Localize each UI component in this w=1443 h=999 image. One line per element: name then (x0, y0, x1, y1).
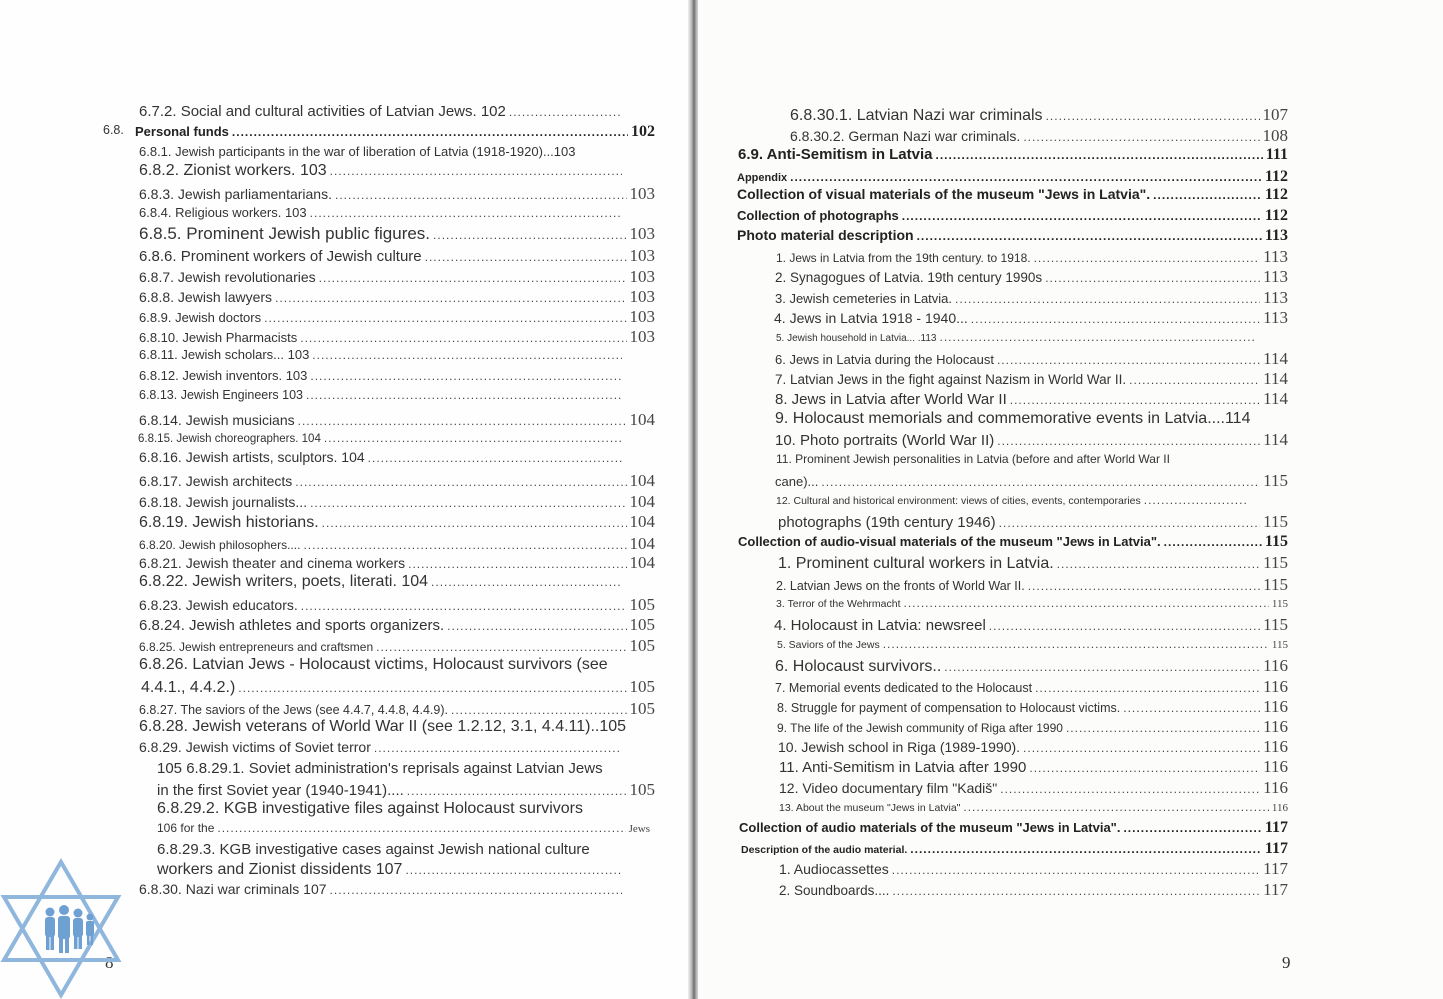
toc-page-number: 116 (1263, 717, 1288, 736)
toc-page-number: 103 (629, 246, 655, 265)
toc-leader-dots (374, 741, 622, 755)
toc-page-number: 114 (1263, 389, 1288, 408)
toc-leader-dots (310, 496, 626, 510)
right-toc-entry[interactable] (778, 737, 1288, 757)
right-toc-entry[interactable] (778, 512, 1288, 532)
left-toc-entry[interactable] (157, 760, 635, 777)
toc-leader-dots (1035, 681, 1260, 695)
left-toc-entry[interactable] (139, 699, 655, 719)
toc-entry-title: 6.8.29.2. KGB investigative files against Holocaust survivors (157, 800, 583, 817)
toc-entry-title: 6.8.7. Jewish revolutionaries (139, 269, 316, 285)
toc-entry-title: 6.8.6. Prominent workers of Jewish culture (139, 248, 422, 265)
right-toc-entry[interactable] (777, 637, 1288, 651)
toc-leader-dots (376, 640, 626, 654)
toc-page-number: 116 (1263, 757, 1288, 776)
toc-leader-dots (1000, 782, 1260, 796)
toc-leader-dots (1129, 373, 1260, 387)
right-toc-entry[interactable] (738, 533, 1288, 551)
toc-leader-dots (1046, 109, 1260, 123)
toc-entry-title: 6.7.2. Social and cultural activities of Latvian Jews. 102 (139, 103, 506, 120)
toc-page-number: 105 (629, 636, 655, 655)
toc-entry-title: 6.8.5. Prominent Jewish public figures. (139, 224, 431, 243)
toc-page-number: 104 (629, 553, 655, 572)
left-toc-entry[interactable] (139, 327, 655, 347)
right-toc-entry[interactable] (775, 471, 1288, 491)
left-toc-entry[interactable] (139, 144, 655, 159)
toc-leader-dots (1010, 393, 1260, 407)
right-toc-entry[interactable] (741, 840, 1288, 858)
left-toc-entry[interactable] (139, 739, 625, 755)
toc-page-number: 105 (629, 595, 655, 614)
toc-entry-title: Collection of photographs (737, 208, 899, 223)
toc-entry-title: 10. Photo portraits (World War II) (775, 432, 995, 449)
left-page-number: 8 (105, 953, 114, 972)
toc-leader-dots (944, 660, 1260, 674)
toc-page-number: 116 (1271, 802, 1288, 814)
toc-page-number: 115 (1263, 615, 1288, 634)
right-toc-entry[interactable] (779, 859, 1288, 879)
left-toc-entry[interactable] (139, 615, 655, 635)
toc-entry-title: 6.8.23. Jewish educators. (139, 597, 298, 613)
toc-leader-dots (1123, 701, 1260, 715)
toc-page-number: 104 (629, 471, 655, 490)
right-toc-entry[interactable] (775, 677, 1288, 697)
toc-leader-dots (408, 557, 626, 571)
left-toc-entry[interactable] (139, 512, 655, 532)
right-toc-entry[interactable] (738, 146, 1288, 164)
toc-leader-dots (790, 170, 1262, 184)
toc-page-number: Jews (628, 823, 650, 835)
toc-page-number: 115 (1271, 639, 1288, 651)
toc-leader-dots (264, 311, 626, 325)
left-toc-entry[interactable] (139, 449, 625, 465)
toc-leader-dots (447, 619, 626, 633)
left-toc-entry[interactable] (139, 410, 655, 430)
toc-page-number: 105 (629, 699, 655, 718)
toc-entry-title: 6.8.15. Jewish choreographers. 104 (138, 433, 321, 445)
left-toc-entry[interactable] (139, 287, 655, 307)
toc-entry-title: 11. Prominent Jewish personalities in Latvia (before and after World War II (776, 452, 1170, 466)
left-toc-entry[interactable] (157, 780, 655, 800)
toc-leader-dots (301, 599, 627, 613)
toc-page-number: 105 (629, 780, 655, 799)
right-toc-entry[interactable] (775, 267, 1288, 287)
toc-leader-dots (330, 883, 622, 897)
right-toc-entry[interactable] (774, 615, 1288, 635)
right-toc-entry[interactable] (779, 778, 1288, 798)
toc-entry-title: 6.8.27. The saviors of the Jews (see 4.4.7, 4.4.8, 4.4.9). (139, 703, 448, 717)
toc-leader-dots (312, 348, 622, 362)
right-toc-entry[interactable] (776, 493, 1250, 507)
toc-entry-title: 11. Anti-Semitism in Latvia after 1990 (779, 759, 1027, 776)
toc-entry-title: 9. The life of the Jewish community of Riga after 1990 (777, 721, 1063, 735)
toc-page-number: 114 (1263, 430, 1288, 449)
toc-leader-dots (1164, 535, 1262, 549)
toc-page-number: 115 (1263, 512, 1288, 531)
left-toc-entry[interactable] (157, 821, 650, 835)
toc-leader-dots (939, 330, 1255, 344)
toc-entry-title: 2. Latvian Jews on the fronts of World War II. (776, 579, 1025, 593)
toc-entry-title: 8. Struggle for payment of compensation to Holocaust victims. (777, 701, 1121, 715)
toc-leader-dots (217, 821, 625, 835)
toc-leader-dots (298, 414, 627, 428)
toc-entry-title: 13. About the museum "Jews in Latvia" (779, 802, 961, 814)
toc-leader-dots (451, 703, 627, 717)
toc-leader-dots (295, 475, 626, 489)
toc-leader-dots (238, 681, 626, 695)
toc-entry-title: 6.8.29.3. KGB investigative cases against Jewish national culture (157, 841, 590, 858)
toc-page-number: 115 (1271, 598, 1288, 610)
toc-entry-title: in the first Soviet year (1940-1941).... (157, 782, 404, 799)
left-toc-entry[interactable] (139, 636, 655, 656)
toc-entry-title: Personal funds (135, 124, 229, 139)
right-toc-entry[interactable] (775, 349, 1288, 369)
toc-leader-dots (319, 271, 627, 285)
toc-entry-title: 3. Terror of the Wehrmacht (776, 598, 901, 610)
toc-entry-title: 10. Jewish school in Riga (1989-1990). (778, 739, 1021, 755)
toc-entry-title: 6.8.24. Jewish athletes and sports organizers. (139, 617, 445, 634)
left-toc-entry[interactable] (139, 881, 625, 897)
toc-entry-title: Collection of audio materials of the museum "Jews in Latvia". (739, 820, 1121, 835)
left-toc-entry[interactable] (139, 718, 655, 736)
toc-page-number: 113 (1264, 227, 1288, 244)
toc-leader-dots (368, 451, 622, 465)
toc-section-number: 6.8. (103, 123, 124, 137)
toc-page-number: 104 (629, 534, 655, 553)
toc-leader-dots (1023, 741, 1260, 755)
toc-leader-dots (433, 228, 626, 242)
toc-entry-title: 6.8.22. Jewish writers, poets, literati. 104 (139, 573, 429, 590)
toc-page-number: 114 (1263, 369, 1288, 388)
right-toc-entry[interactable] (776, 330, 1258, 344)
toc-leader-dots (1144, 493, 1247, 507)
left-toc-entry[interactable] (157, 861, 625, 879)
toc-leader-dots (310, 369, 622, 383)
right-toc-entry[interactable] (776, 247, 1288, 267)
toc-entry-title: Collection of visual materials of the museum "Jews in Latvia". (737, 186, 1151, 202)
right-toc-entry[interactable] (779, 880, 1288, 900)
toc-leader-dots (405, 863, 622, 877)
toc-page-number: 112 (1264, 207, 1288, 224)
left-toc-entry[interactable] (139, 162, 625, 180)
left-toc-entry[interactable] (139, 307, 655, 327)
left-toc-entry[interactable] (139, 656, 625, 674)
toc-leader-dots (963, 800, 1269, 814)
left-toc-entry[interactable] (139, 471, 655, 491)
toc-entry-title: 6.8.11. Jewish scholars... 103 (139, 347, 310, 362)
toc-leader-dots (997, 434, 1260, 448)
right-toc-entry[interactable] (737, 227, 1288, 245)
toc-page-number: 111 (1265, 146, 1288, 163)
right-toc-entry[interactable] (775, 389, 1288, 409)
toc-entry-title: 6.8.9. Jewish doctors (139, 310, 262, 325)
toc-entry-title: 7. Latvian Jews in the fight against Nazism in World War II. (775, 372, 1127, 387)
right-toc-entry[interactable] (776, 452, 1250, 466)
toc-page-number: 117 (1263, 880, 1288, 899)
toc-entry-title: cane)... (775, 474, 819, 489)
toc-entry-title: 6.8.20. Jewish philosophers.... (139, 538, 301, 552)
toc-entry-title: 6.8.17. Jewish architects (139, 473, 293, 489)
toc-page-number: 107 (1262, 105, 1288, 124)
toc-page-number: 113 (1263, 288, 1288, 307)
toc-page-number: 116 (1263, 778, 1288, 797)
toc-entry-title: 6.8.16. Jewish artists, sculptors. 104 (139, 449, 365, 465)
toc-page-number: 115 (1263, 553, 1288, 572)
toc-leader-dots (322, 516, 627, 530)
right-toc-entry[interactable] (776, 596, 1288, 610)
toc-leader-dots (1066, 721, 1260, 735)
toc-entry-title: 4. Jews in Latvia 1918 - 1940... (774, 310, 968, 326)
toc-leader-dots (335, 188, 627, 202)
toc-leader-dots (300, 331, 626, 345)
left-toc-entry[interactable] (141, 677, 655, 697)
left-toc-entry[interactable] (139, 595, 655, 615)
toc-leader-dots (955, 292, 1260, 306)
toc-page-number: 114 (1263, 349, 1288, 368)
toc-entry-title: 12. Cultural and historical environment: views of cities, events, contemporaries (776, 495, 1141, 507)
toc-page-number: 117 (1264, 819, 1288, 836)
left-toc-entry[interactable] (138, 431, 625, 445)
toc-page-number: 116 (1263, 656, 1288, 675)
toc-leader-dots (1029, 761, 1260, 775)
left-toc-entry[interactable] (139, 534, 655, 554)
toc-leader-dots (936, 148, 1263, 162)
left-toc-entry[interactable] (139, 267, 655, 287)
toc-entry-title: 6.8.12. Jewish inventors. 103 (139, 368, 308, 383)
toc-leader-dots (1123, 821, 1261, 835)
toc-page-number: 103 (629, 184, 655, 203)
left-toc-entry[interactable] (139, 553, 655, 573)
toc-page-number: 105 (629, 615, 655, 634)
toc-entry-title: 6.8.30.1. Latvian Nazi war criminals (790, 107, 1043, 124)
right-toc-entry[interactable] (775, 369, 1288, 389)
left-toc-entry[interactable] (139, 388, 625, 402)
toc-leader-dots (883, 637, 1269, 651)
toc-leader-dots (275, 291, 626, 305)
right-toc-entry[interactable] (777, 717, 1288, 737)
toc-entry-title: 6.8.29. Jewish victims of Soviet terror (139, 739, 371, 755)
toc-page-number: 113 (1263, 267, 1288, 286)
toc-entry-title: 6.8.4. Religious workers. 103 (139, 205, 307, 220)
toc-entry-title: Description of the audio material. (741, 844, 908, 856)
toc-entry-title: 12. Video documentary film "Kadiš" (779, 780, 998, 796)
toc-leader-dots (997, 353, 1260, 367)
toc-entry-title: 6.8.8. Jewish lawyers (139, 289, 273, 305)
toc-page-number: 104 (629, 410, 655, 429)
toc-page-number: 115 (1264, 533, 1288, 550)
right-toc-entry[interactable] (774, 308, 1288, 328)
toc-leader-dots (509, 105, 622, 119)
toc-entry-title: 3. Jewish cemeteries in Latvia. (775, 291, 953, 306)
toc-page-number: 115 (1263, 471, 1288, 490)
toc-leader-dots (1045, 271, 1260, 285)
left-toc-entry[interactable] (157, 800, 625, 818)
toc-entry-title: 1. Prominent cultural workers in Latvia. (778, 555, 1054, 572)
toc-page-number: 108 (1262, 126, 1288, 145)
toc-entry-title: 7. Memorial events dedicated to the Holocaust (775, 681, 1033, 695)
left-toc-entry[interactable] (139, 224, 655, 244)
toc-entry-title: 6.8.3. Jewish parliamentarians. (139, 186, 332, 202)
toc-page-number: 103 (629, 287, 655, 306)
toc-leader-dots (971, 312, 1260, 326)
toc-entry-title: 1. Jews in Latvia from the 19th century. to 1918. (776, 251, 1031, 265)
toc-page-number: 103 (629, 224, 655, 243)
toc-page-number: 112 (1264, 168, 1288, 185)
toc-leader-dots (892, 863, 1260, 877)
right-toc-entry[interactable] (778, 553, 1288, 573)
toc-entry-title: 9. Holocaust memorials and commemorative events in Latvia....114 (775, 410, 1251, 427)
toc-entry-title: 8. Jews in Latvia after World War II (775, 391, 1007, 408)
left-toc-entry[interactable] (157, 841, 630, 858)
toc-page-number: 112 (1264, 186, 1288, 203)
toc-leader-dots (904, 596, 1269, 610)
toc-entry-title: photographs (19th century 1946) (778, 514, 996, 531)
toc-entry-title: 6.8.21. Jewish theater and cinema workers (139, 555, 406, 571)
right-toc-entry[interactable] (775, 288, 1288, 308)
toc-entry-title: 4. Holocaust in Latvia: newsreel (774, 617, 986, 634)
right-toc-entry[interactable] (779, 800, 1288, 814)
right-toc-entry[interactable] (737, 168, 1288, 186)
right-toc-entry[interactable] (737, 186, 1288, 204)
toc-leader-dots (1034, 251, 1261, 265)
toc-leader-dots (917, 229, 1262, 243)
toc-entry-title: 6.8.14. Jewish musicians (139, 412, 295, 428)
left-toc-entry[interactable] (139, 103, 625, 120)
toc-page-number: 116 (1263, 737, 1288, 756)
toc-leader-dots (1028, 579, 1260, 593)
left-toc-entry[interactable] (139, 347, 625, 362)
left-toc-entry[interactable] (139, 246, 655, 266)
toc-entry-title: 6.8.13. Jewish Engineers 103 (139, 388, 303, 402)
toc-entry-title: 6. Holocaust survivors.. (775, 658, 942, 675)
toc-entry-title: 105 6.8.29.1. Soviet administration's reprisals against Latvian Jews (157, 760, 603, 777)
toc-entry-title: 6.8.28. Jewish veterans of World War II (see 1.2.12, 3.1, 4.4.11)..105 (139, 718, 627, 735)
toc-page-number: 117 (1263, 859, 1288, 878)
toc-entry-title: 6.8.30.2. German Nazi war criminals. (790, 128, 1021, 144)
toc-entry-title: 6.8.10. Jewish Pharmacists (139, 330, 298, 345)
toc-page-number: 103 (629, 307, 655, 326)
right-toc-entry[interactable] (776, 575, 1288, 595)
toc-page-number: 103 (629, 327, 655, 346)
toc-page-number: 113 (1263, 247, 1288, 266)
toc-page-number: 113 (1263, 308, 1288, 327)
toc-entry-title: 2. Synagogues of Latvia. 19th century 1990s (775, 270, 1043, 285)
toc-leader-dots (910, 842, 1262, 856)
right-toc-entry[interactable] (775, 410, 1288, 428)
toc-leader-dots (330, 164, 622, 178)
right-page-number: 9 (1282, 953, 1291, 972)
toc-entry-title: 4.4.1., 4.4.2.) (141, 679, 236, 696)
toc-leader-dots (232, 125, 628, 139)
toc-entry-title: 6. Jews in Latvia during the Holocaust (775, 352, 994, 367)
toc-page-number: 116 (1263, 697, 1288, 716)
toc-leader-dots (892, 884, 1260, 898)
right-toc-entry[interactable] (775, 656, 1288, 676)
toc-entry-title: 6.8.26. Latvian Jews - Holocaust victims, Holocaust survivors (see (139, 656, 608, 673)
left-toc-entry[interactable] (139, 184, 655, 204)
right-toc-entry[interactable] (739, 819, 1288, 837)
toc-entry-title: 5. Saviors of the Jews (777, 639, 880, 651)
toc-leader-dots (902, 209, 1262, 223)
toc-entry-title: 6.8.1. Jewish participants in the war of liberation of Latvia (1918-1920)...103 (139, 144, 576, 159)
toc-leader-dots (1023, 130, 1259, 144)
toc-entry-title: 5. Jewish household in Latvia... .113 (776, 333, 937, 344)
toc-leader-dots (306, 388, 622, 402)
left-toc-entry[interactable] (139, 205, 625, 220)
toc-leader-dots (425, 250, 627, 264)
star-of-david-logo-icon (0, 858, 122, 999)
toc-entry-title: 106 for the (157, 821, 215, 835)
toc-entry-title: 6.8.18. Jewish journalists... (139, 494, 308, 510)
toc-entry-title: 1. Audiocassettes (779, 861, 889, 877)
toc-entry-title: 6.8.25. Jewish entrepreneurs and craftsmen (139, 640, 374, 654)
right-toc-entry[interactable] (779, 757, 1288, 777)
toc-leader-dots (324, 431, 622, 445)
left-toc-entry[interactable] (103, 123, 655, 141)
toc-page-number: 117 (1264, 840, 1288, 857)
toc-leader-dots (989, 619, 1260, 633)
toc-entry-title: 6.8.30. Nazi war criminals 107 (139, 881, 327, 897)
right-toc-entry[interactable] (790, 105, 1288, 125)
toc-page-number: 102 (631, 123, 655, 140)
toc-entry-title: Photo material description (737, 227, 914, 243)
left-toc-entry[interactable] (139, 573, 625, 591)
right-toc-entry[interactable] (777, 697, 1288, 717)
toc-entry-title: 2. Soundboards.... (779, 883, 890, 898)
left-toc-entry[interactable] (139, 368, 625, 383)
right-toc-entry[interactable] (790, 126, 1288, 146)
toc-entry-title: 6.8.19. Jewish historians. (139, 514, 319, 531)
toc-leader-dots (431, 575, 622, 589)
toc-leader-dots (310, 206, 622, 220)
toc-leader-dots (1057, 557, 1260, 571)
right-toc-entry[interactable] (737, 207, 1288, 225)
right-toc-entry[interactable] (775, 430, 1288, 450)
toc-entry-title: 6.9. Anti-Semitism in Latvia (738, 146, 933, 163)
toc-leader-dots (303, 538, 626, 552)
toc-page-number: 105 (629, 677, 655, 696)
toc-page-number: 115 (1263, 575, 1288, 594)
toc-entry-title: 6.8.2. Zionist workers. 103 (139, 162, 327, 179)
toc-leader-dots (1153, 188, 1262, 202)
toc-page-number: 116 (1263, 677, 1288, 696)
toc-page-number: 103 (629, 267, 655, 286)
toc-leader-dots (999, 516, 1260, 530)
toc-leader-dots (821, 475, 1260, 489)
left-toc-entry[interactable] (139, 492, 655, 512)
toc-entry-title: Appendix (737, 172, 788, 184)
toc-page-number: 104 (629, 492, 655, 511)
toc-entry-title: Collection of audio-visual materials of the museum "Jews in Latvia". (738, 534, 1161, 549)
toc-leader-dots (407, 784, 627, 798)
toc-page-number: 104 (629, 512, 655, 531)
toc-entry-title: workers and Zionist dissidents 107 (157, 861, 403, 878)
